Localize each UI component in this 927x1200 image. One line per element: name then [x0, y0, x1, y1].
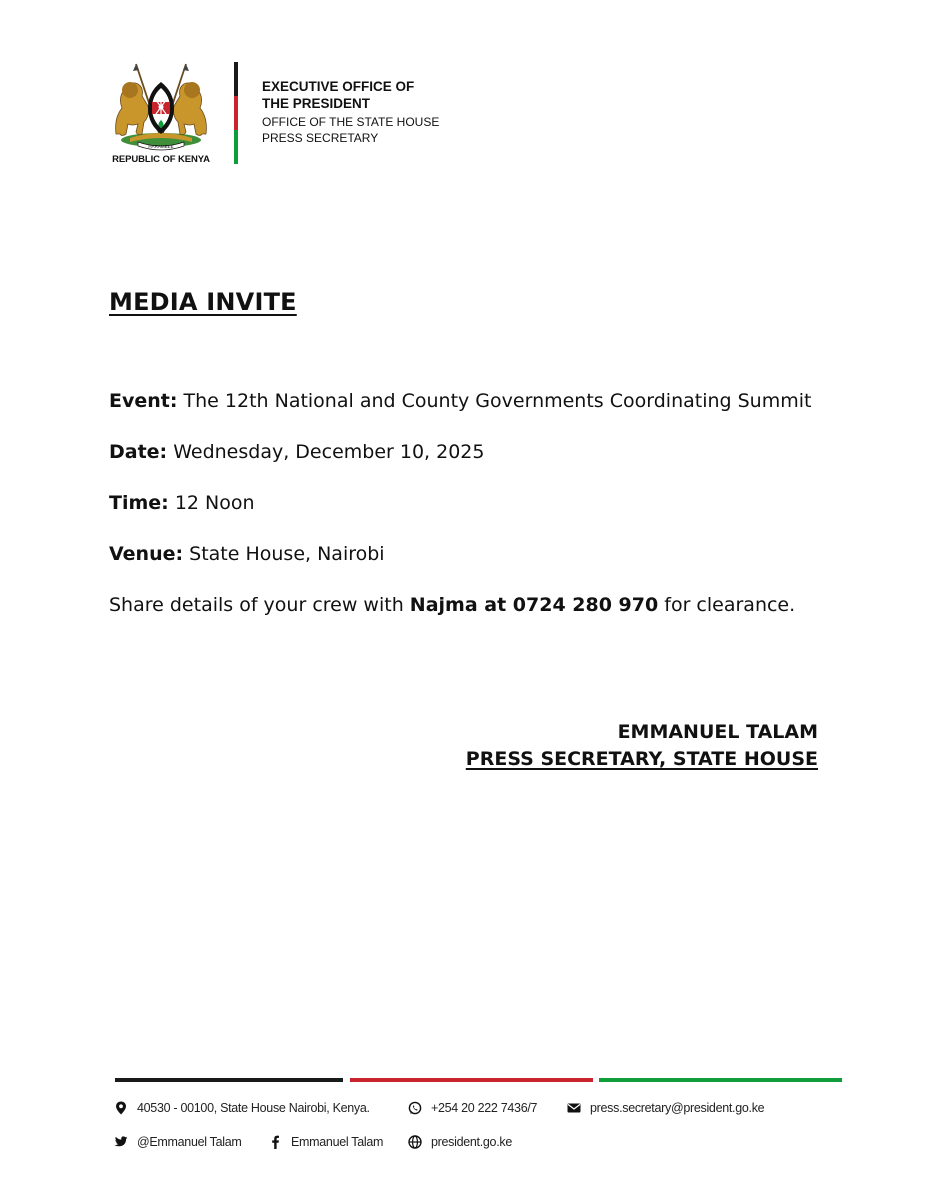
footer-facebook: [268, 1135, 383, 1149]
email-icon: [567, 1101, 581, 1115]
globe-icon: [408, 1135, 422, 1149]
whatsapp-icon: [408, 1101, 422, 1115]
time-value: 12 Noon: [174, 492, 255, 514]
share-details-line: [109, 594, 795, 616]
republic-label: REPUBLIC OF KENYA: [112, 154, 210, 165]
venue-label: Venue:: [109, 543, 184, 565]
event-line: [109, 390, 811, 412]
venue-line: [109, 543, 385, 565]
footer-bar-green: [599, 1078, 842, 1082]
twitter-handle[interactable]: @Emmanuel Talam: [137, 1135, 242, 1149]
time-label: Time:: [109, 492, 169, 514]
date-label: Date:: [109, 441, 168, 463]
facebook-icon: [268, 1135, 282, 1149]
share-prefix: Share details of your crew with: [109, 594, 404, 616]
footer-phone: [408, 1101, 537, 1115]
coat-motto: HARAMBEE: [148, 144, 174, 149]
event-value: The 12th National and County Governments Coordinating Summit: [183, 390, 812, 412]
venue-value: State House, Nairobi: [189, 543, 385, 565]
date-line: [109, 441, 484, 463]
footer-bar-black: [115, 1078, 343, 1082]
address-text: 40530 - 00100, State House Nairobi, Kenya.: [137, 1101, 370, 1115]
header-office-line4: PRESS SECRETARY: [262, 131, 379, 145]
twitter-icon: [114, 1135, 128, 1149]
header-flag-bar: [234, 62, 238, 164]
footer-bar-red: [350, 1078, 593, 1082]
footer-website: [408, 1135, 512, 1149]
email-link[interactable]: press.secretary@president.go.ke: [590, 1101, 765, 1115]
phone-text[interactable]: +254 20 222 7436/7: [431, 1101, 538, 1115]
header-office-line3: OFFICE OF THE STATE HOUSE: [262, 115, 440, 129]
share-suffix: for clearance.: [664, 594, 796, 616]
header-office-line2: THE PRESIDENT: [262, 96, 371, 111]
document-title: MEDIA INVITE: [109, 288, 297, 316]
signatory-name: EMMANUEL TALAM: [617, 721, 818, 743]
facebook-name[interactable]: Emmanuel Talam: [291, 1135, 384, 1149]
coat-of-arms: [108, 62, 214, 154]
coat-of-arms-icon: [108, 62, 214, 154]
footer-email: [567, 1101, 764, 1115]
signatory-title: PRESS SECRETARY, STATE HOUSE: [465, 748, 818, 770]
footer-address: [114, 1101, 370, 1115]
website-link[interactable]: president.go.ke: [431, 1135, 512, 1149]
event-label: Event:: [109, 390, 178, 412]
share-contact: Najma at 0724 280 970: [409, 594, 659, 616]
header-office-line1: EXECUTIVE OFFICE OF: [262, 79, 415, 94]
location-pin-icon: [114, 1101, 128, 1115]
time-line: [109, 492, 255, 514]
date-value: Wednesday, December 10, 2025: [173, 441, 485, 463]
footer-twitter: [114, 1135, 242, 1149]
